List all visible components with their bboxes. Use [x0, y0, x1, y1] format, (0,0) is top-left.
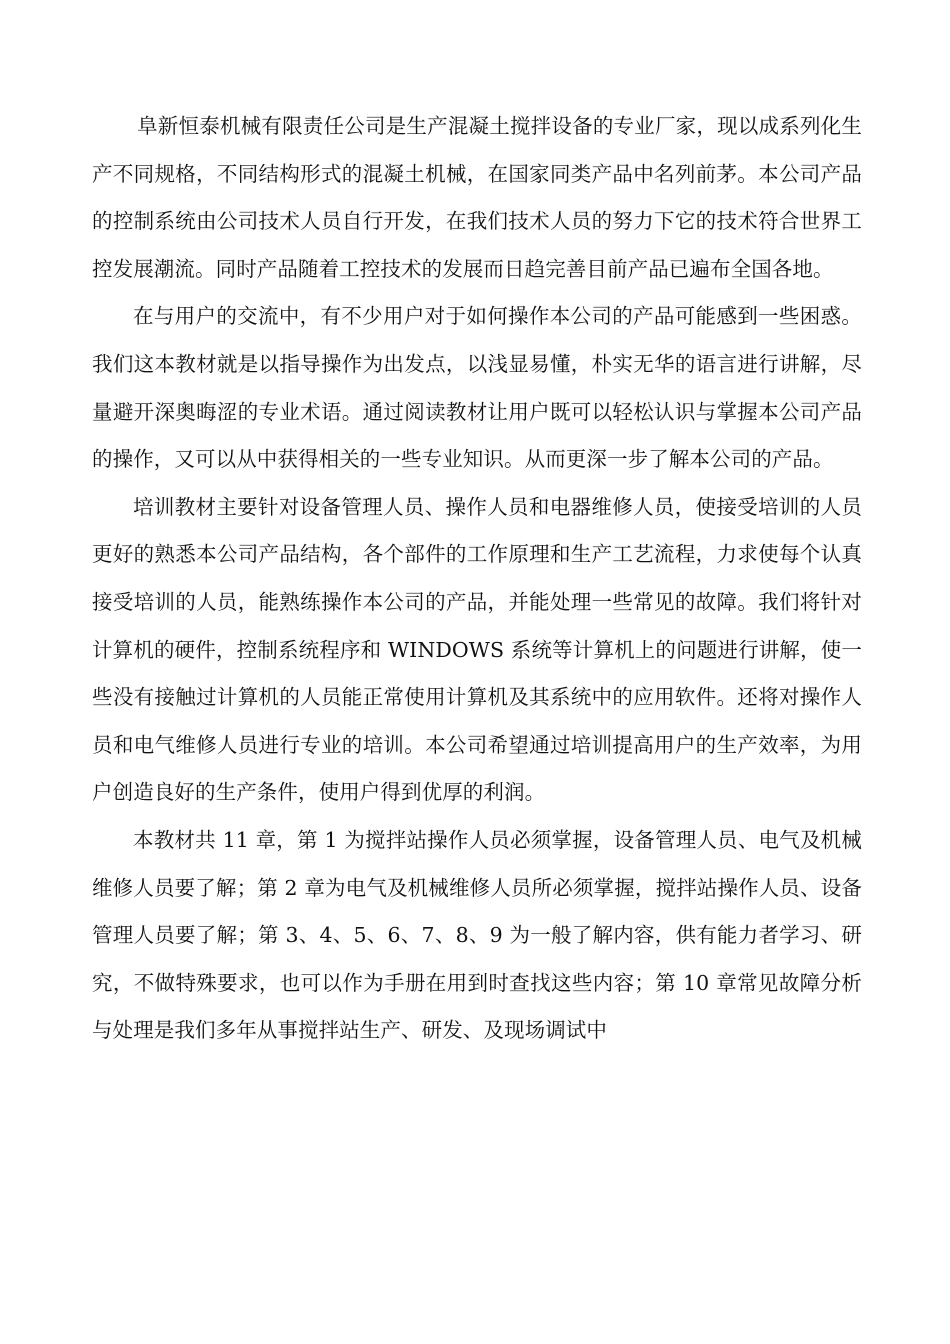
paragraph-chapter-overview: 本教材共 11 章，第 1 为搅拌站操作人员必须掌握，设备管理人员、电气及机械维修人员要了解；第 2 章为电气及机械维修人员所必须掌握，搅拌站操作人员、设备管理人员要了解；第 3、4、5、6、7、8、9 为一般了解内容，供有能力者学习、研究，不做特殊要求，也可以作为手册在用到时查找这些内容；第 10 章常见故障分析与处理是我们多年从事搅拌站生产、研发、及现场调试中 — [92, 827, 862, 1043]
paragraph-training-scope: 培训教材主要针对设备管理人员、操作人员和电器维修人员，使接受培训的人员更好的熟悉本公司产品结构，各个部件的工作原理和生产工艺流程，力求使每个认真接受培训的人员，能熟练操作本公司的产品，并能处理一些常见的故障。我们将针对计算机的硬件，控制系统程序和 WINDOWS 系统等计算机上的问题进行讲解，使一些没有接触过计算机的人员能正常使用计算机及其系统中的应用软件。还将对操作人员和电气维修人员进行专业的培训。本公司希望通过培训提高用户的生产效率，为用户创造良好的生产条件，使用户得到优厚的利润。 — [92, 494, 862, 805]
paragraph-company-intro: 阜新恒泰机械有限责任公司是生产混凝土搅拌设备的专业厂家，现以成系列化生产不同规格，不同结构形式的混凝土机械，在国家同类产品中名列前茅。本公司产品的控制系统由公司技术人员自行开发，在我们技术人员的努力下它的技术符合世界工控发展潮流。同时产品随着工控技术的发展而日趋完善目前产品已遍布全国各地。 — [92, 114, 862, 281]
document-body — [92, 103, 862, 1055]
paragraph-user-exchange: 在与用户的交流中，有不少用户对于如何操作本公司的产品可能感到一些困惑。我们这本教材就是以指导操作为出发点，以浅显易懂，朴实无华的语言进行讲解，尽量避开深奥晦涩的专业术语。通过阅读教材让用户既可以轻松认识与掌握本公司产品的操作，又可以从中获得相关的一些专业知识。从而更深一步了解本公司的产品。 — [92, 304, 862, 472]
